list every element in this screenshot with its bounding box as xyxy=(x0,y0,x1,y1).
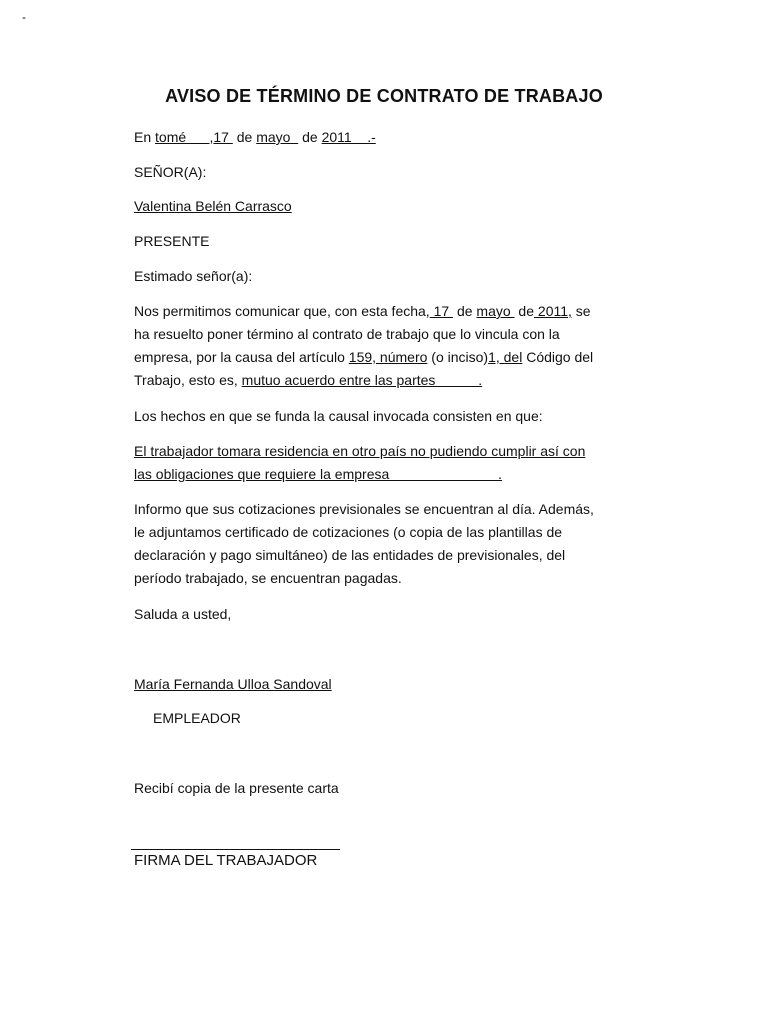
body1-line-2: ha resuelto poner término al contrato de trabajo que lo vincula con la xyxy=(134,326,560,342)
body1-cause: mutuo acuerdo entre las partes . xyxy=(241,372,483,388)
signature-line xyxy=(131,849,340,850)
body1-text-5: Código del xyxy=(522,349,594,365)
place-day: 17 xyxy=(213,129,233,145)
place-year: 2011 .- xyxy=(321,129,376,145)
body1-line-3 xyxy=(134,346,634,369)
body2-line-3: declaración y pago simultáneo) de las entidades de previsionales, del xyxy=(134,547,566,563)
body-paragraph-1 xyxy=(134,300,634,392)
signature-label: FIRMA DEL TRABAJADOR xyxy=(134,852,318,869)
facts-line-1: El trabajador tomara residencia en otro país no pudiendo cumplir así con xyxy=(134,443,586,459)
facts-paragraph xyxy=(134,440,634,486)
body1-text-4: (o inciso) xyxy=(427,349,489,365)
salutation: SEÑOR(A): xyxy=(134,164,207,180)
place-de-1: de xyxy=(232,129,257,145)
facts-line-2: las obligaciones que requiere la empresa . xyxy=(134,466,503,482)
facts-intro: Los hechos en que se funda la causal invocada consisten en que: xyxy=(134,408,543,424)
place-city: tomé xyxy=(155,129,210,145)
body1-text-6: Trabajo, esto es, xyxy=(134,372,242,388)
body1-article: 159, número xyxy=(348,349,428,365)
body2-line-1: Informo que sus cotizaciones previsionales se encuentran al día. Además, xyxy=(134,501,594,517)
greeting: Estimado señor(a): xyxy=(134,268,253,284)
recipient-name: Valentina Belén Carrasco xyxy=(134,198,292,214)
place-date-line xyxy=(134,128,376,146)
place-prefix: En xyxy=(134,129,156,145)
employer-name: María Fernanda Ulloa Sandoval xyxy=(134,676,332,692)
body-paragraph-2 xyxy=(134,498,634,590)
body1-de-1: de xyxy=(453,303,477,319)
place-de-2: de xyxy=(298,129,322,145)
body1-line-4 xyxy=(134,369,634,392)
presente-label: PRESENTE xyxy=(134,233,210,249)
document-title: AVISO DE TÉRMINO DE CONTRATO DE TRABAJO xyxy=(165,86,603,106)
body1-year: 2011, xyxy=(534,303,572,319)
body1-line-1 xyxy=(134,300,634,323)
body2-line-4: período trabajado, se encuentran pagadas. xyxy=(134,570,402,586)
receipt-text: Recibí copia de la presente carta xyxy=(134,780,339,796)
corner-mark: - xyxy=(22,10,26,24)
body1-text-3: empresa, por la causa del artículo xyxy=(134,349,349,365)
body1-inciso: 1, del xyxy=(488,349,523,365)
body1-text-2: se xyxy=(571,303,591,319)
body1-month: mayo xyxy=(476,303,515,319)
closing: Saluda a usted, xyxy=(134,606,232,622)
place-sep: , xyxy=(209,129,214,145)
body1-text-1: Nos permitimos comunicar que, con esta fecha, xyxy=(134,303,430,319)
body2-line-2: le adjuntamos certificado de cotizaciones (o copia de las plantillas de xyxy=(134,524,563,540)
place-month: mayo xyxy=(256,129,299,145)
employer-role: EMPLEADOR xyxy=(153,710,241,726)
body1-de-2: de xyxy=(514,303,535,319)
body1-day: 17 xyxy=(429,303,454,319)
